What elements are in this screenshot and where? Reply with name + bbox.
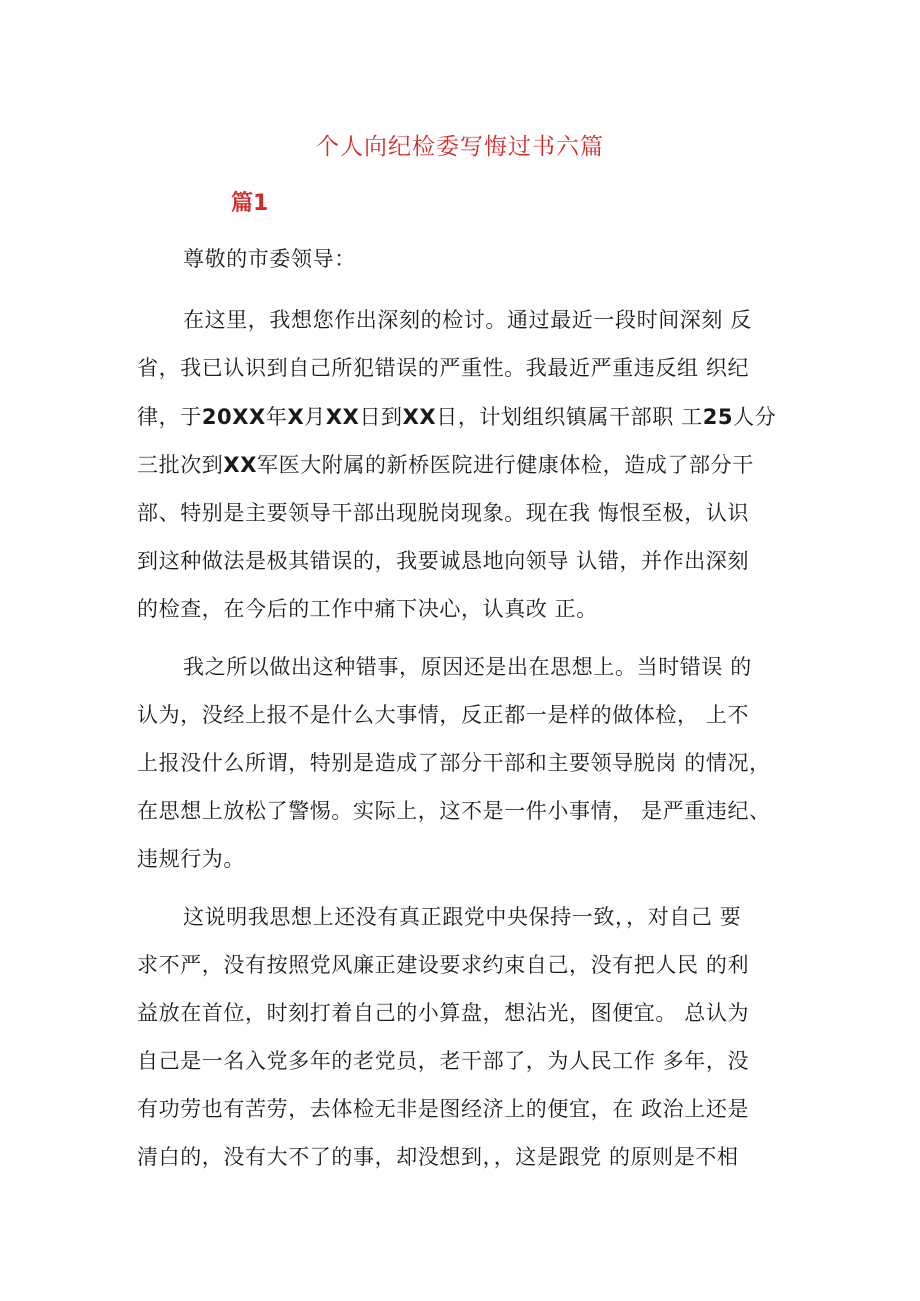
paragraph-line: 在这里，我想您作出深刻的检讨。通过最近一段时间深刻 反 [183, 308, 752, 332]
paragraph-line: 这说明我思想上还没有真正跟党中央保持一致，，对自己 要 [183, 905, 742, 929]
paragraph-line: 自己是一名入党多年的老党员，老干部了，为人民工作 多年，没 [137, 1049, 750, 1073]
paragraph-line: 省，我已认识到自己所犯错误的严重性。我最近严重违反组 织纪 [137, 356, 750, 380]
paragraph-line: 有功劳也有苦劳，去体检无非是图经济上的便宜，在 政治上还是 [137, 1097, 750, 1121]
paragraph-line: 到这种做法是极其错误的，我要诚恳地向领导 认错，并作出深刻 [137, 549, 750, 573]
paragraph-line: 的检查，在今后的工作中痛下决心，认真改 正。 [137, 597, 598, 621]
paragraph-line: 上报没什么所谓，特别是造成了部分干部和主要领导脱岗 的情况， [137, 751, 771, 775]
paragraph-line: 违规行为。 [137, 847, 245, 871]
paragraph-line: 部、特别是主要领导干部出现脱岗现象。现在我 悔恨至极，认识 [137, 501, 750, 525]
paragraph-line: 我之所以做出这种错事，原因还是出在思想上。当时错误 的 [183, 655, 752, 679]
paragraph-line: 益放在首位，时刻打着自己的小算盘，想沾光，图便宜。 总认为 [137, 1001, 750, 1025]
paragraph-line: 清白的，没有大不了的事，却没想到，，这是跟党 的原则是不相 [137, 1145, 739, 1169]
paragraph-line: 在思想上放松了警惕。实际上，这不是一件小事情， 是严重违纪、 [137, 799, 771, 823]
paragraph-line: 律，于20XX年X月XX日到XX日，计划组织镇属干部职 工25人分 [137, 405, 777, 429]
salutation: 尊敬的市委领导： [183, 247, 356, 271]
paragraph-line: 三批次到XX军医大附属的新桥医院进行健康体检，造成了部分干 [137, 453, 754, 477]
section-heading: 篇1 [231, 191, 269, 216]
document-title: 个人向纪检委写悔过书六篇 [316, 134, 604, 160]
paragraph-line: 认为，没经上报不是什么大事情，反正都一是样的做体检， 上不 [137, 703, 750, 727]
paragraph-line: 求不严，没有按照党风廉正建设要求约束自己，没有把人民 的利 [137, 953, 750, 977]
